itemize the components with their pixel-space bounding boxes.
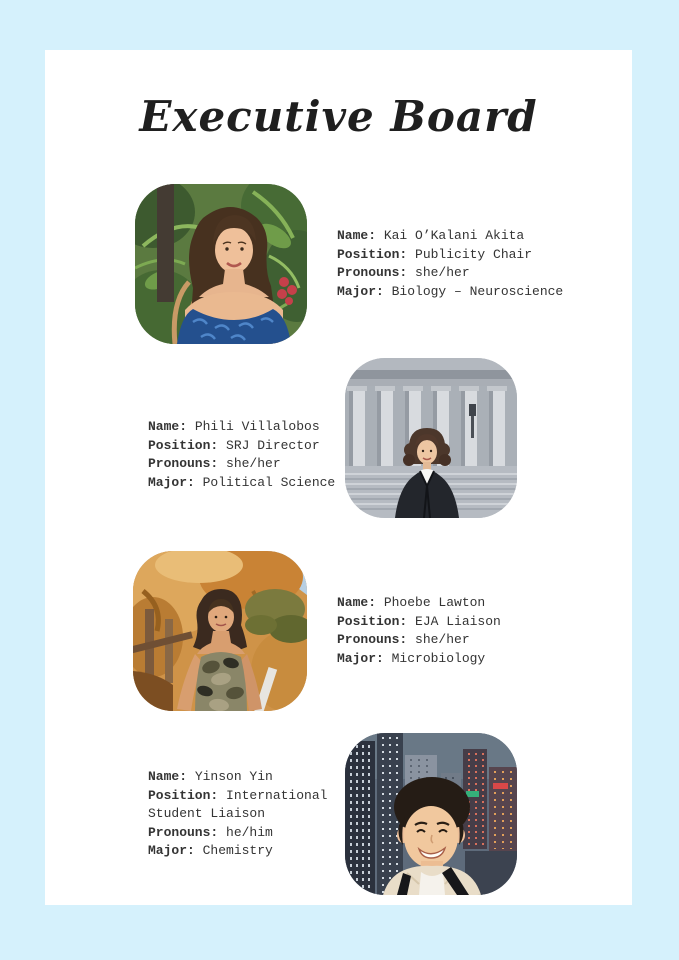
info-line-major: [337, 650, 627, 669]
info-line-major: [148, 842, 340, 861]
info-line-name: [337, 594, 627, 613]
field-value-major: Chemistry: [202, 843, 273, 859]
member-photo-kai: [135, 184, 307, 344]
field-value-position: International Student Liaison: [148, 787, 328, 822]
field-label-pronouns: Pronouns:: [148, 456, 219, 472]
field-value-position: EJA Liaison: [415, 613, 501, 629]
info-line-pronouns: [337, 631, 627, 650]
member-info: [337, 227, 627, 301]
field-value-pronouns: she/her: [415, 265, 470, 281]
photo-illustration-city-skyline-portrait: [345, 733, 517, 895]
field-value-pronouns: he/him: [226, 824, 273, 840]
info-line-major: [337, 283, 627, 302]
field-label-name: Name:: [148, 769, 188, 784]
field-value-name: Phoebe Lawton: [383, 595, 486, 610]
field-label-pronouns: Pronouns:: [337, 265, 408, 281]
info-line-pronouns: [148, 455, 345, 474]
field-label-position: Position:: [148, 437, 219, 453]
info-line-pronouns: [337, 264, 627, 283]
field-label-name: Name:: [337, 595, 377, 610]
field-value-pronouns: she/her: [226, 456, 281, 472]
info-line-position: [337, 613, 627, 632]
member-photo-yinson: [345, 733, 517, 895]
page-title: Executive Board: [139, 92, 538, 141]
field-label-major: Major:: [337, 650, 384, 666]
member-info: [337, 594, 627, 668]
field-label-pronouns: Pronouns:: [148, 824, 219, 840]
field-value-major: Microbiology: [391, 650, 486, 666]
field-value-position: Publicity Chair: [415, 246, 533, 262]
info-line-pronouns: [148, 824, 340, 843]
photo-illustration-foliage-portrait: [135, 184, 307, 344]
field-value-major: Biology – Neuroscience: [391, 283, 564, 299]
info-line-name: [148, 418, 345, 437]
info-line-name: [337, 227, 627, 246]
field-label-position: Position:: [337, 613, 408, 629]
info-line-position: [337, 246, 627, 265]
field-label-name: Name:: [337, 228, 377, 243]
field-label-major: Major:: [337, 283, 384, 299]
info-line-name: [148, 768, 340, 787]
field-label-position: Position:: [337, 246, 408, 262]
field-label-major: Major:: [148, 474, 195, 490]
field-label-pronouns: Pronouns:: [337, 632, 408, 648]
field-value-name: Phili Villalobos: [194, 419, 320, 434]
field-label-position: Position:: [148, 787, 219, 803]
member-info: [148, 768, 340, 861]
photo-illustration-golden-hillside-portrait: [133, 551, 307, 711]
info-line-major: [148, 474, 345, 493]
field-value-position: SRJ Director: [226, 437, 320, 453]
poster-sheet: [45, 50, 632, 905]
field-label-major: Major:: [148, 843, 195, 859]
photo-illustration-capitol-portrait: [345, 358, 517, 518]
field-value-name: Yinson Yin: [194, 769, 273, 784]
field-value-major: Political Science: [202, 474, 336, 490]
member-photo-phili: [345, 358, 517, 518]
info-line-position: [148, 787, 340, 824]
field-value-name: Kai O’Kalani Akita: [383, 228, 525, 243]
field-label-name: Name:: [148, 419, 188, 434]
member-photo-phoebe: [133, 551, 307, 711]
member-info: [148, 418, 345, 492]
field-value-pronouns: she/her: [415, 632, 470, 648]
info-line-position: [148, 437, 345, 456]
